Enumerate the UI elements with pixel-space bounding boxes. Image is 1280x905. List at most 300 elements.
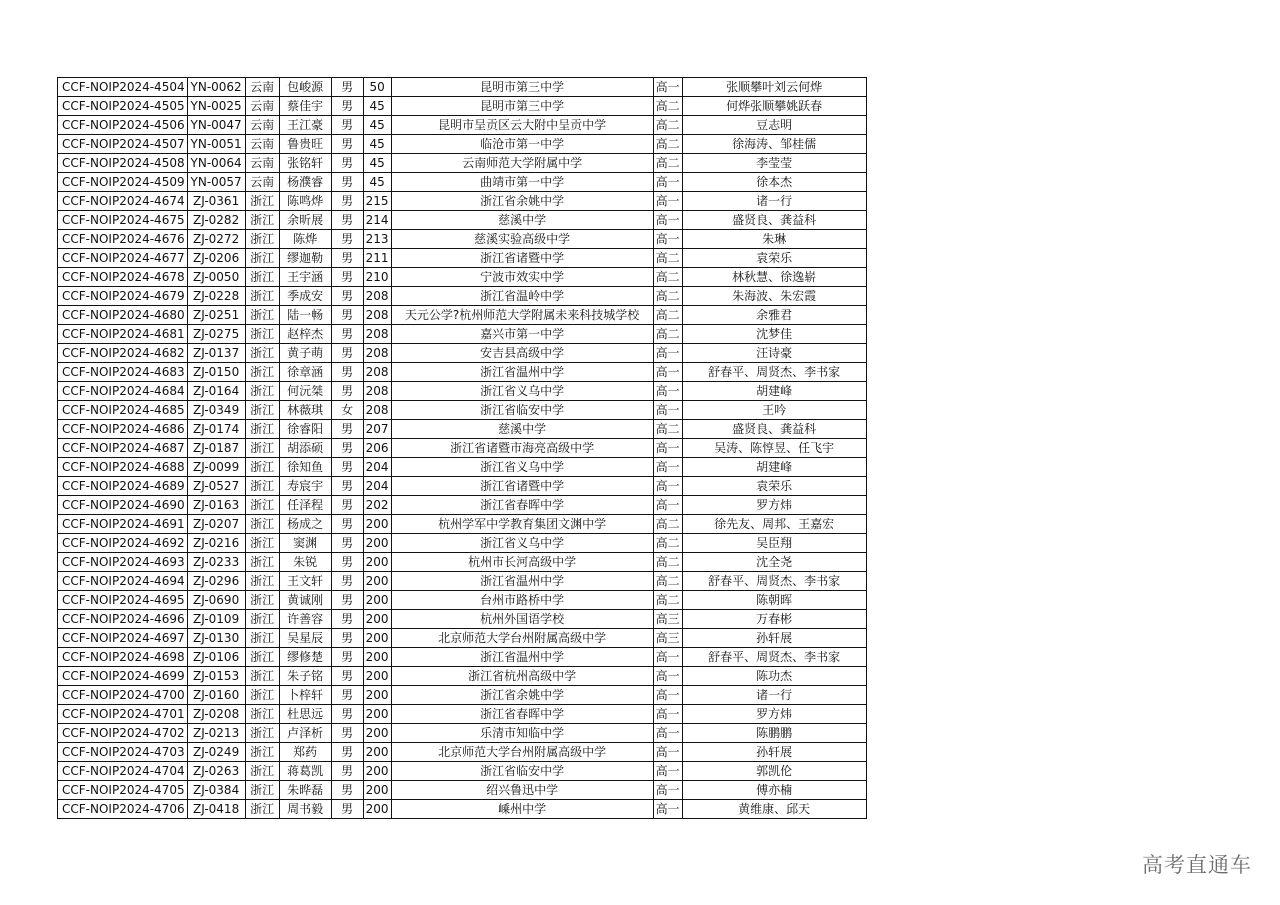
school-cell: 浙江省余姚中学: [391, 686, 653, 705]
coach-cell: 袁荣乐: [682, 249, 866, 268]
results-table: [57, 77, 867, 819]
grade-cell: 高一: [653, 192, 682, 211]
school-cell: 浙江省温州中学: [391, 363, 653, 382]
province-cell: 浙江: [245, 686, 279, 705]
school-cell: 慈溪实验高级中学: [391, 230, 653, 249]
student-name-cell: 徐章涵: [279, 363, 331, 382]
gender-cell: 男: [331, 610, 363, 629]
school-cell: 浙江省临安中学: [391, 762, 653, 781]
contestant-code-cell: ZJ-0099: [187, 458, 245, 477]
gender-cell: 男: [331, 724, 363, 743]
school-cell: 嵊州中学: [391, 800, 653, 819]
grade-cell: 高二: [653, 154, 682, 173]
student-name-cell: 张铭轩: [279, 154, 331, 173]
contestant-code-cell: YN-0051: [187, 135, 245, 154]
grade-cell: 高二: [653, 97, 682, 116]
school-cell: 浙江省春晖中学: [391, 496, 653, 515]
award-id-cell: CCF-NOIP2024-4679: [58, 287, 188, 306]
coach-cell: 黄维康、邱天: [682, 800, 866, 819]
gender-cell: 男: [331, 135, 363, 154]
grade-cell: 高一: [653, 439, 682, 458]
contestant-code-cell: ZJ-0527: [187, 477, 245, 496]
student-name-cell: 陆一畅: [279, 306, 331, 325]
table-row: [58, 420, 867, 439]
award-id-cell: CCF-NOIP2024-4694: [58, 572, 188, 591]
province-cell: 浙江: [245, 724, 279, 743]
school-cell: 浙江省临安中学: [391, 401, 653, 420]
award-id-cell: CCF-NOIP2024-4504: [58, 78, 188, 97]
table-row: [58, 325, 867, 344]
coach-cell: 郭凯伦: [682, 762, 866, 781]
student-name-cell: 朱晔磊: [279, 781, 331, 800]
student-name-cell: 胡添硕: [279, 439, 331, 458]
award-id-cell: CCF-NOIP2024-4507: [58, 135, 188, 154]
table-row: [58, 116, 867, 135]
award-id-cell: CCF-NOIP2024-4706: [58, 800, 188, 819]
award-id-cell: CCF-NOIP2024-4704: [58, 762, 188, 781]
province-cell: 浙江: [245, 572, 279, 591]
student-name-cell: 黄子萌: [279, 344, 331, 363]
table-row: [58, 154, 867, 173]
contestant-code-cell: ZJ-0174: [187, 420, 245, 439]
table-row: [58, 572, 867, 591]
province-cell: 浙江: [245, 515, 279, 534]
gender-cell: 男: [331, 572, 363, 591]
gender-cell: 男: [331, 496, 363, 515]
gender-cell: 男: [331, 325, 363, 344]
grade-cell: 高一: [653, 173, 682, 192]
province-cell: 云南: [245, 154, 279, 173]
table-row: [58, 667, 867, 686]
award-id-cell: CCF-NOIP2024-4686: [58, 420, 188, 439]
table-row: [58, 743, 867, 762]
grade-cell: 高二: [653, 306, 682, 325]
school-cell: 台州市路桥中学: [391, 591, 653, 610]
award-id-cell: CCF-NOIP2024-4690: [58, 496, 188, 515]
gender-cell: 男: [331, 629, 363, 648]
student-name-cell: 包峻源: [279, 78, 331, 97]
province-cell: 浙江: [245, 648, 279, 667]
contestant-code-cell: YN-0025: [187, 97, 245, 116]
grade-cell: 高一: [653, 458, 682, 477]
grade-cell: 高一: [653, 667, 682, 686]
coach-cell: 舒春平、周贤杰、李书家: [682, 363, 866, 382]
score-cell: 208: [363, 287, 391, 306]
province-cell: 浙江: [245, 249, 279, 268]
gender-cell: 男: [331, 268, 363, 287]
grade-cell: 高一: [653, 78, 682, 97]
award-id-cell: CCF-NOIP2024-4699: [58, 667, 188, 686]
gender-cell: 男: [331, 287, 363, 306]
award-id-cell: CCF-NOIP2024-4700: [58, 686, 188, 705]
school-cell: 浙江省余姚中学: [391, 192, 653, 211]
gender-cell: 男: [331, 116, 363, 135]
province-cell: 云南: [245, 116, 279, 135]
student-name-cell: 缪迦勒: [279, 249, 331, 268]
student-name-cell: 陈鸣烨: [279, 192, 331, 211]
contestant-code-cell: ZJ-0213: [187, 724, 245, 743]
coach-cell: 盛贤良、龚益科: [682, 211, 866, 230]
table-row: [58, 458, 867, 477]
school-cell: 浙江省义乌中学: [391, 534, 653, 553]
score-cell: 200: [363, 762, 391, 781]
student-name-cell: 许善容: [279, 610, 331, 629]
school-cell: 天元公学?杭州师范大学附属未来科技城学校: [391, 306, 653, 325]
gender-cell: 男: [331, 249, 363, 268]
contestant-code-cell: ZJ-0251: [187, 306, 245, 325]
score-cell: 208: [363, 306, 391, 325]
award-id-cell: CCF-NOIP2024-4688: [58, 458, 188, 477]
grade-cell: 高一: [653, 686, 682, 705]
province-cell: 浙江: [245, 458, 279, 477]
grade-cell: 高三: [653, 629, 682, 648]
table-row: [58, 477, 867, 496]
gender-cell: 男: [331, 743, 363, 762]
grade-cell: 高二: [653, 135, 682, 154]
score-cell: 50: [363, 78, 391, 97]
score-cell: 200: [363, 553, 391, 572]
school-cell: 浙江省诸暨中学: [391, 249, 653, 268]
grade-cell: 高一: [653, 648, 682, 667]
school-cell: 昆明市第三中学: [391, 97, 653, 116]
table-row: [58, 192, 867, 211]
school-cell: 绍兴鲁迅中学: [391, 781, 653, 800]
award-id-cell: CCF-NOIP2024-4689: [58, 477, 188, 496]
coach-cell: 舒春平、周贤杰、李书家: [682, 572, 866, 591]
coach-cell: 林秋慧、徐逸崭: [682, 268, 866, 287]
table-row: [58, 97, 867, 116]
contestant-code-cell: ZJ-0160: [187, 686, 245, 705]
gender-cell: 男: [331, 534, 363, 553]
school-cell: 北京师范大学台州附属高级中学: [391, 743, 653, 762]
grade-cell: 高二: [653, 287, 682, 306]
school-cell: 浙江省诸暨市海亮高级中学: [391, 439, 653, 458]
grade-cell: 高一: [653, 401, 682, 420]
coach-cell: 孙轩展: [682, 629, 866, 648]
student-name-cell: 赵梓杰: [279, 325, 331, 344]
contestant-code-cell: ZJ-0384: [187, 781, 245, 800]
province-cell: 浙江: [245, 325, 279, 344]
award-id-cell: CCF-NOIP2024-4695: [58, 591, 188, 610]
gender-cell: 男: [331, 154, 363, 173]
school-cell: 曲靖市第一中学: [391, 173, 653, 192]
score-cell: 215: [363, 192, 391, 211]
coach-cell: 盛贤良、龚益科: [682, 420, 866, 439]
gender-cell: 男: [331, 477, 363, 496]
grade-cell: 高一: [653, 496, 682, 515]
grade-cell: 高一: [653, 800, 682, 819]
coach-cell: 胡建峰: [682, 458, 866, 477]
coach-cell: 诸一行: [682, 686, 866, 705]
score-cell: 200: [363, 724, 391, 743]
score-cell: 200: [363, 534, 391, 553]
award-id-cell: CCF-NOIP2024-4698: [58, 648, 188, 667]
grade-cell: 高一: [653, 344, 682, 363]
school-cell: 昆明市第三中学: [391, 78, 653, 97]
contestant-code-cell: YN-0047: [187, 116, 245, 135]
coach-cell: 李莹莹: [682, 154, 866, 173]
table-row: [58, 78, 867, 97]
province-cell: 浙江: [245, 230, 279, 249]
grade-cell: 高三: [653, 610, 682, 629]
score-cell: 200: [363, 648, 391, 667]
grade-cell: 高一: [653, 705, 682, 724]
coach-cell: 陈朝晖: [682, 591, 866, 610]
award-id-cell: CCF-NOIP2024-4692: [58, 534, 188, 553]
coach-cell: 徐海涛、邹桂儒: [682, 135, 866, 154]
province-cell: 浙江: [245, 420, 279, 439]
contestant-code-cell: ZJ-0050: [187, 268, 245, 287]
coach-cell: 朱海波、朱宏霞: [682, 287, 866, 306]
table-row: [58, 762, 867, 781]
table-row: [58, 686, 867, 705]
contestant-code-cell: ZJ-0163: [187, 496, 245, 515]
score-cell: 213: [363, 230, 391, 249]
grade-cell: 高一: [653, 230, 682, 249]
province-cell: 浙江: [245, 344, 279, 363]
school-cell: 宁波市效实中学: [391, 268, 653, 287]
coach-cell: 吴涛、陈惇昱、任飞宇: [682, 439, 866, 458]
school-cell: 云南师范大学附属中学: [391, 154, 653, 173]
grade-cell: 高二: [653, 420, 682, 439]
score-cell: 208: [363, 325, 391, 344]
award-id-cell: CCF-NOIP2024-4683: [58, 363, 188, 382]
student-name-cell: 何沅桀: [279, 382, 331, 401]
contestant-code-cell: ZJ-0109: [187, 610, 245, 629]
student-name-cell: 王宇涵: [279, 268, 331, 287]
score-cell: 45: [363, 173, 391, 192]
school-cell: 浙江省诸暨中学: [391, 477, 653, 496]
coach-cell: 罗方炜: [682, 705, 866, 724]
table-row: [58, 648, 867, 667]
province-cell: 浙江: [245, 800, 279, 819]
score-cell: 45: [363, 116, 391, 135]
coach-cell: 吴臣翔: [682, 534, 866, 553]
table-row: [58, 230, 867, 249]
contestant-code-cell: ZJ-0275: [187, 325, 245, 344]
gender-cell: 男: [331, 420, 363, 439]
results-table-body: [58, 78, 867, 819]
school-cell: 杭州外国语学校: [391, 610, 653, 629]
score-cell: 210: [363, 268, 391, 287]
score-cell: 200: [363, 800, 391, 819]
award-id-cell: CCF-NOIP2024-4687: [58, 439, 188, 458]
province-cell: 浙江: [245, 629, 279, 648]
student-name-cell: 杨濮睿: [279, 173, 331, 192]
student-name-cell: 朱子铭: [279, 667, 331, 686]
coach-cell: 孙轩展: [682, 743, 866, 762]
student-name-cell: 蔡佳宇: [279, 97, 331, 116]
award-id-cell: CCF-NOIP2024-4693: [58, 553, 188, 572]
province-cell: 浙江: [245, 211, 279, 230]
contestant-code-cell: ZJ-0206: [187, 249, 245, 268]
school-cell: 安吉县高级中学: [391, 344, 653, 363]
grade-cell: 高二: [653, 325, 682, 344]
grade-cell: 高二: [653, 591, 682, 610]
school-cell: 北京师范大学台州附属高级中学: [391, 629, 653, 648]
province-cell: 浙江: [245, 268, 279, 287]
score-cell: 200: [363, 591, 391, 610]
school-cell: 浙江省杭州高级中学: [391, 667, 653, 686]
grade-cell: 高二: [653, 116, 682, 135]
table-row: [58, 610, 867, 629]
award-id-cell: CCF-NOIP2024-4505: [58, 97, 188, 116]
score-cell: 200: [363, 743, 391, 762]
score-cell: 208: [363, 382, 391, 401]
coach-cell: 张顺攀叶刘云何烨: [682, 78, 866, 97]
gender-cell: 男: [331, 762, 363, 781]
contestant-code-cell: ZJ-0137: [187, 344, 245, 363]
contestant-code-cell: YN-0064: [187, 154, 245, 173]
school-cell: 浙江省温州中学: [391, 572, 653, 591]
province-cell: 浙江: [245, 363, 279, 382]
school-cell: 临沧市第一中学: [391, 135, 653, 154]
coach-cell: 豆志明: [682, 116, 866, 135]
award-id-cell: CCF-NOIP2024-4702: [58, 724, 188, 743]
score-cell: 200: [363, 572, 391, 591]
school-cell: 慈溪中学: [391, 420, 653, 439]
student-name-cell: 陈烨: [279, 230, 331, 249]
award-id-cell: CCF-NOIP2024-4696: [58, 610, 188, 629]
student-name-cell: 任泽程: [279, 496, 331, 515]
contestant-code-cell: ZJ-0216: [187, 534, 245, 553]
contestant-code-cell: ZJ-0187: [187, 439, 245, 458]
coach-cell: 徐先友、周邦、王嘉宏: [682, 515, 866, 534]
gender-cell: 男: [331, 192, 363, 211]
grade-cell: 高一: [653, 211, 682, 230]
gender-cell: 男: [331, 78, 363, 97]
school-cell: 杭州市长河高级中学: [391, 553, 653, 572]
table-row: [58, 287, 867, 306]
contestant-code-cell: ZJ-0228: [187, 287, 245, 306]
award-id-cell: CCF-NOIP2024-4682: [58, 344, 188, 363]
contestant-code-cell: ZJ-0153: [187, 667, 245, 686]
student-name-cell: 王文轩: [279, 572, 331, 591]
grade-cell: 高二: [653, 515, 682, 534]
score-cell: 207: [363, 420, 391, 439]
coach-cell: 袁荣乐: [682, 477, 866, 496]
province-cell: 浙江: [245, 192, 279, 211]
award-id-cell: CCF-NOIP2024-4675: [58, 211, 188, 230]
gender-cell: 男: [331, 211, 363, 230]
table-row: [58, 629, 867, 648]
student-name-cell: 卢泽析: [279, 724, 331, 743]
student-name-cell: 徐睿阳: [279, 420, 331, 439]
award-id-cell: CCF-NOIP2024-4680: [58, 306, 188, 325]
award-id-cell: CCF-NOIP2024-4691: [58, 515, 188, 534]
table-row: [58, 135, 867, 154]
student-name-cell: 郑药: [279, 743, 331, 762]
grade-cell: 高二: [653, 249, 682, 268]
grade-cell: 高二: [653, 572, 682, 591]
grade-cell: 高一: [653, 477, 682, 496]
contestant-code-cell: ZJ-0150: [187, 363, 245, 382]
grade-cell: 高一: [653, 724, 682, 743]
gender-cell: 男: [331, 667, 363, 686]
contestant-code-cell: ZJ-0164: [187, 382, 245, 401]
school-cell: 浙江省义乌中学: [391, 458, 653, 477]
table-row: [58, 800, 867, 819]
score-cell: 208: [363, 363, 391, 382]
coach-cell: 诸一行: [682, 192, 866, 211]
score-cell: 45: [363, 154, 391, 173]
contestant-code-cell: ZJ-0349: [187, 401, 245, 420]
province-cell: 浙江: [245, 382, 279, 401]
contestant-code-cell: ZJ-0282: [187, 211, 245, 230]
coach-cell: 罗方炜: [682, 496, 866, 515]
contestant-code-cell: YN-0062: [187, 78, 245, 97]
gender-cell: 男: [331, 781, 363, 800]
student-name-cell: 鲁贵旺: [279, 135, 331, 154]
contestant-code-cell: ZJ-0418: [187, 800, 245, 819]
school-cell: 慈溪中学: [391, 211, 653, 230]
gender-cell: 男: [331, 553, 363, 572]
coach-cell: 陈鹏鹏: [682, 724, 866, 743]
student-name-cell: 杜思远: [279, 705, 331, 724]
coach-cell: 何烨张顺攀姚跃春: [682, 97, 866, 116]
coach-cell: 沈梦佳: [682, 325, 866, 344]
student-name-cell: 王江豪: [279, 116, 331, 135]
award-id-cell: CCF-NOIP2024-4509: [58, 173, 188, 192]
award-id-cell: CCF-NOIP2024-4701: [58, 705, 188, 724]
province-cell: 浙江: [245, 401, 279, 420]
grade-cell: 高一: [653, 762, 682, 781]
student-name-cell: 徐知鱼: [279, 458, 331, 477]
table-row: [58, 249, 867, 268]
coach-cell: 朱琳: [682, 230, 866, 249]
gender-cell: 男: [331, 173, 363, 192]
grade-cell: 高一: [653, 382, 682, 401]
table-row: [58, 401, 867, 420]
award-id-cell: CCF-NOIP2024-4676: [58, 230, 188, 249]
grade-cell: 高一: [653, 363, 682, 382]
score-cell: 200: [363, 705, 391, 724]
table-row: [58, 363, 867, 382]
award-id-cell: CCF-NOIP2024-4697: [58, 629, 188, 648]
gender-cell: 男: [331, 97, 363, 116]
table-row: [58, 268, 867, 287]
table-row: [58, 211, 867, 230]
province-cell: 浙江: [245, 705, 279, 724]
school-cell: 浙江省温岭中学: [391, 287, 653, 306]
watermark-text: 高考直通车: [1142, 853, 1252, 877]
score-cell: 208: [363, 344, 391, 363]
school-cell: 昆明市呈贡区云大附中呈贡中学: [391, 116, 653, 135]
table-row: [58, 173, 867, 192]
school-cell: 嘉兴市第一中学: [391, 325, 653, 344]
province-cell: 浙江: [245, 496, 279, 515]
student-name-cell: 杨成之: [279, 515, 331, 534]
grade-cell: 高二: [653, 534, 682, 553]
score-cell: 208: [363, 401, 391, 420]
grade-cell: 高一: [653, 743, 682, 762]
student-name-cell: 窦渊: [279, 534, 331, 553]
table-row: [58, 439, 867, 458]
contestant-code-cell: ZJ-0207: [187, 515, 245, 534]
score-cell: 204: [363, 477, 391, 496]
student-name-cell: 余昕展: [279, 211, 331, 230]
gender-cell: 女: [331, 401, 363, 420]
gender-cell: 男: [331, 686, 363, 705]
province-cell: 浙江: [245, 287, 279, 306]
contestant-code-cell: ZJ-0690: [187, 591, 245, 610]
province-cell: 浙江: [245, 534, 279, 553]
score-cell: 200: [363, 686, 391, 705]
score-cell: 202: [363, 496, 391, 515]
table-row: [58, 724, 867, 743]
award-id-cell: CCF-NOIP2024-4705: [58, 781, 188, 800]
table-row: [58, 781, 867, 800]
